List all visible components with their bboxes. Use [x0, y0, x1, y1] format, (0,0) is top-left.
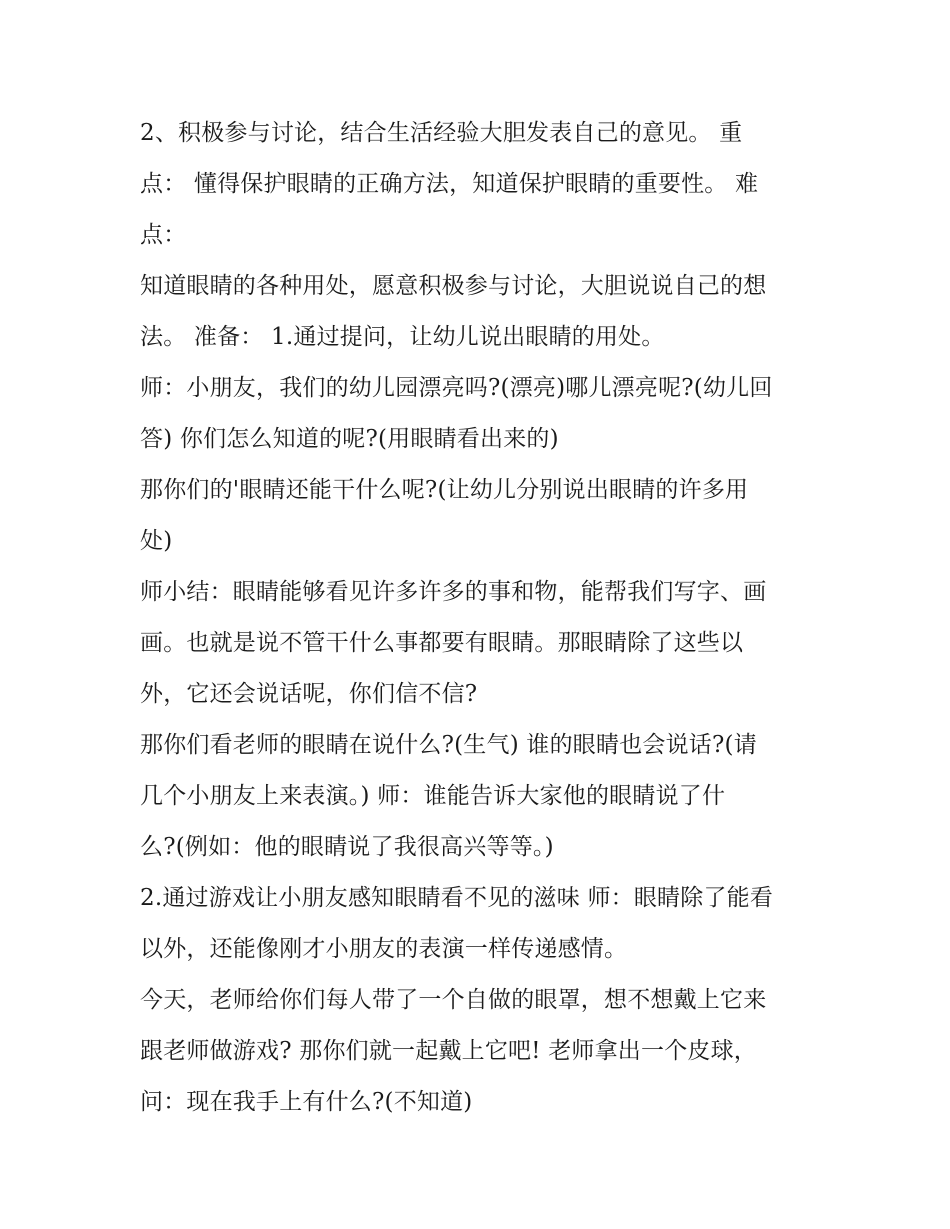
text-line: 法。 准备： 1.通过提问，让幼儿说出眼睛的用处。	[140, 324, 665, 350]
text-line: 那你们看老师的眼睛在说什么?(生气) 谁的眼睛也会说话?(请	[140, 732, 757, 758]
text-line: 那你们的'眼睛还能干什么呢?(让幼儿分别说出眼睛的许多用	[140, 477, 749, 503]
text-line: 点： 懂得保护眼睛的正确方法，知道保护眼睛的重要性。 难	[140, 171, 759, 197]
text-line: 处)	[140, 528, 173, 554]
text-line: 知道眼睛的各种用处，愿意积极参与讨论，大胆说说自己的想	[140, 273, 767, 299]
text-line: 2、积极参与讨论，结合生活经验大胆发表自己的意见。 重	[140, 120, 743, 146]
text-line: 问：现在我手上有什么?(不知道)	[140, 1089, 473, 1115]
text-line: 外，它还会说话呢，你们信不信?	[140, 681, 478, 707]
text-line: 么?(例如：他的眼睛说了我很高兴等等。)	[140, 834, 554, 860]
text-line: 师小结：眼睛能够看见许多许多的事和物，能帮我们写字、画	[140, 579, 767, 605]
text-line: 答) 你们怎么知道的呢?(用眼睛看出来的)	[140, 426, 559, 452]
text-line: 以外，还能像刚才小朋友的表演一样传递感情。	[140, 936, 628, 962]
document-body	[140, 108, 820, 1128]
text-line: 今天，老师给你们每人带了一个自做的眼罩，想不想戴上它来	[140, 987, 767, 1013]
text-line: 师：小朋友，我们的幼儿园漂亮吗?(漂亮)哪儿漂亮呢?(幼儿回	[140, 375, 773, 401]
text-line: 跟老师做游戏? 那你们就一起戴上它吧! 老师拿出一个皮球，	[140, 1038, 757, 1064]
text-line: 2.通过游戏让小朋友感知眼睛看不见的滋味 师：眼睛除了能看	[140, 885, 774, 911]
text-line: 画。也就是说不管干什么事都要有眼睛。那眼睛除了这些以	[140, 630, 744, 656]
text-line: 几个小朋友上来表演。) 师：谁能告诉大家他的眼睛说了什	[140, 783, 726, 809]
text-line: 点：	[140, 222, 187, 248]
